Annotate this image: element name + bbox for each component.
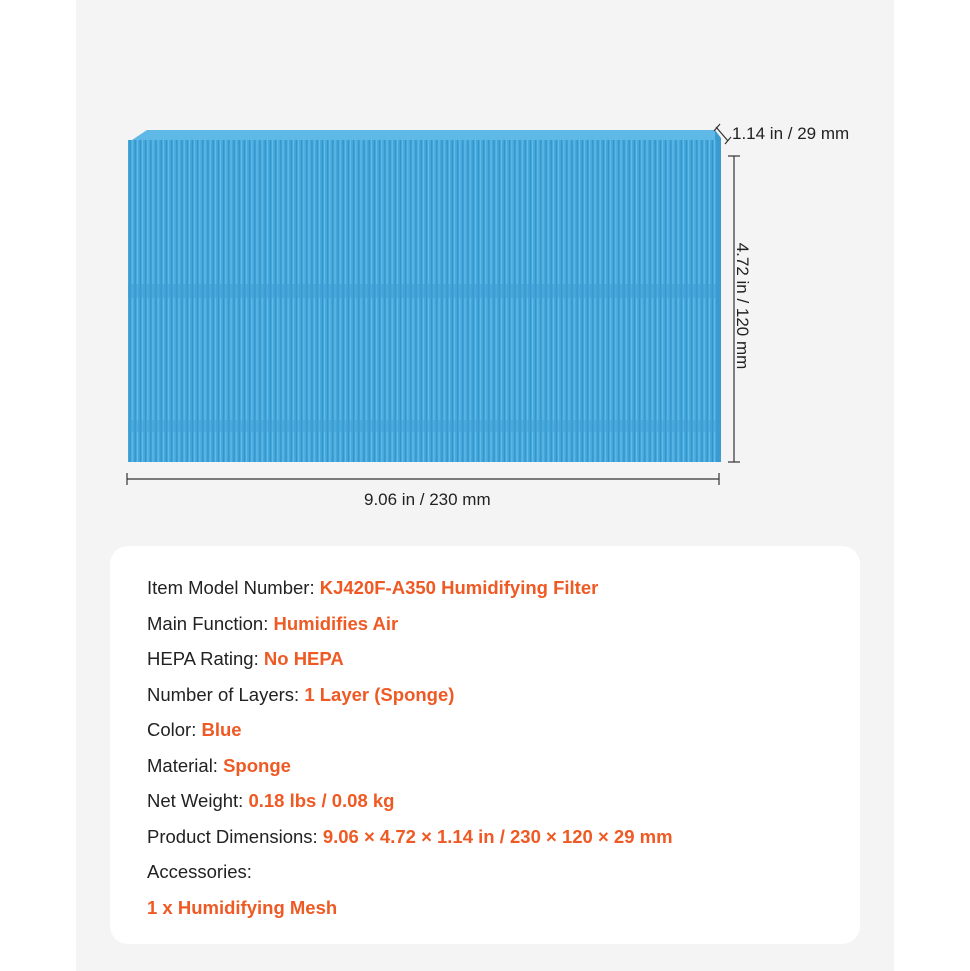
- spec-row-hepa-rating: [147, 648, 344, 670]
- spec-label: Product Dimensions:: [147, 826, 318, 847]
- spec-row-accessory-item: [147, 897, 337, 919]
- spec-value: No HEPA: [263, 648, 344, 669]
- depth-dimension-label: 1.14 in / 29 mm: [732, 124, 850, 143]
- spec-label: Color:: [147, 719, 197, 740]
- filter-top-face: [132, 130, 715, 140]
- spec-value: Blue: [201, 719, 242, 740]
- spec-row-main-function: [147, 613, 398, 635]
- spec-value: Sponge: [223, 755, 291, 776]
- spec-value: 9.06 × 4.72 × 1.14 in / 230 × 120 × 29 mm: [322, 826, 673, 847]
- spec-label: Material:: [147, 755, 218, 776]
- spec-label: Number of Layers:: [147, 684, 300, 705]
- humidifying-filter-image: [128, 130, 721, 462]
- spec-value: 1 x Humidifying Mesh: [147, 897, 338, 918]
- spec-label: Item Model Number:: [147, 577, 315, 598]
- spec-value: 0.18 lbs / 0.08 kg: [248, 790, 395, 811]
- spec-row-product-dimensions: [147, 826, 673, 848]
- spec-value: Humidifies Air: [273, 613, 399, 634]
- spec-row-layers: [147, 684, 454, 706]
- filter-lower-band: [128, 420, 716, 432]
- spec-row-model: [147, 577, 598, 599]
- specifications-card: [110, 546, 860, 944]
- spec-row-accessories: [147, 861, 252, 883]
- filter-front-face: [128, 140, 716, 462]
- spec-value: 1 Layer (Sponge): [304, 684, 455, 705]
- spec-label: Accessories:: [147, 861, 252, 882]
- filter-center-band: [128, 284, 716, 298]
- spec-label: Main Function:: [147, 613, 269, 634]
- height-dimension-label: 4.72 in / 120 mm: [733, 242, 752, 370]
- spec-value: KJ420F-A350 Humidifying Filter: [319, 577, 599, 598]
- spec-label: HEPA Rating:: [147, 648, 259, 669]
- width-dimension-line: [127, 473, 719, 485]
- spec-label: Net Weight:: [147, 790, 244, 811]
- spec-row-color: [147, 719, 242, 741]
- width-dimension-label: 9.06 in / 230 mm: [364, 490, 491, 509]
- spec-row-material: [147, 755, 291, 777]
- spec-row-net-weight: [147, 790, 394, 812]
